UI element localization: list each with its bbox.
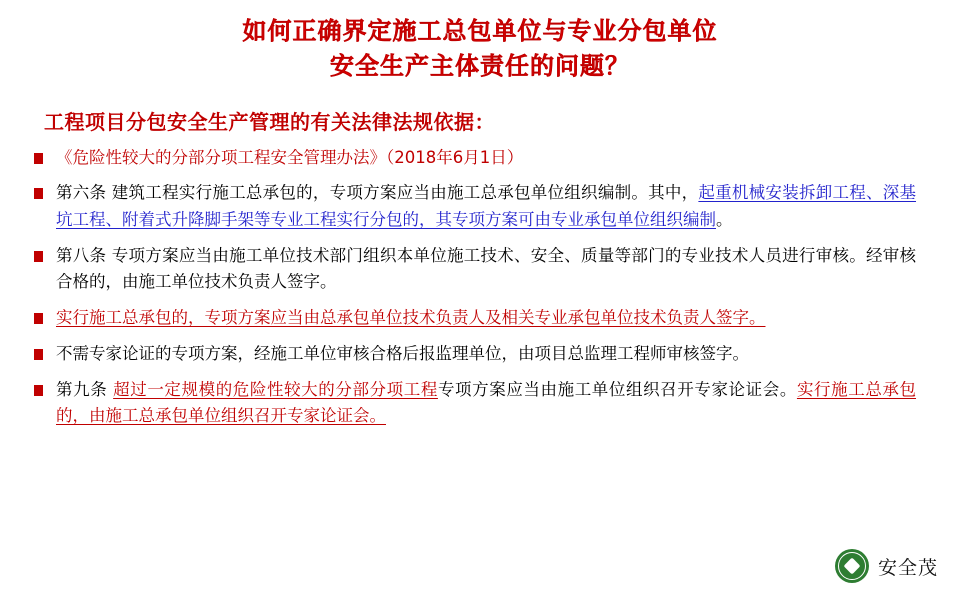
text-run: 。 [716, 210, 733, 230]
text-run: 第八条 专项方案应当由施工单位技术部门组织本单位施工技术、安全、质量等部门的专业技术人员进行审核。经审核合格的，由施工单位技术负责人签字。 [56, 245, 916, 292]
bullet-marker-icon [34, 349, 45, 360]
list-item [56, 145, 916, 172]
brand-name: 安全茂 [877, 556, 938, 579]
list-item [56, 377, 916, 430]
bullet-text [56, 243, 916, 296]
title-block [0, 0, 960, 84]
text-run: 第六条 建筑工程实行施工总承包的，专项方案应当由施工总承包单位组织编制。其中， [56, 183, 699, 203]
bullet-text [56, 377, 916, 430]
title-line-2: 安全生产主体责任的问题？ [330, 51, 630, 80]
bullet-marker-icon [34, 313, 45, 324]
bullet-text [56, 145, 916, 172]
bullet-list [0, 145, 960, 430]
bullet-text [56, 305, 916, 332]
title-line-1: 如何正确界定施工总包单位与专业分包单位 [242, 17, 718, 45]
text-run: 实行施工总承包的，专项方案应当由总承包单位技术负责人及相关专业承包单位技术负责人签字。 [56, 308, 766, 328]
bullet-text [56, 180, 916, 233]
list-item [56, 180, 916, 233]
bullet-marker-icon [34, 153, 45, 164]
list-item [56, 243, 916, 296]
section-subheading: 工程项目分包安全生产管理的有关法律法规依据： [44, 109, 495, 134]
bullet-marker-icon [34, 188, 45, 199]
shield-green-icon [835, 549, 869, 583]
list-item [56, 341, 916, 368]
list-item [56, 305, 916, 332]
footer-brand-badge [835, 549, 938, 583]
bullet-marker-icon [34, 385, 45, 396]
bullet-text [56, 341, 916, 368]
text-run: 不需专家论证的专项方案，经施工单位审核合格后报监理单位，由项目总监理工程师审核签字。 [56, 343, 749, 363]
text-run: 实行施工总承包的，由施工总承包单位组织召开专家论证会。 [56, 379, 917, 426]
bullet-marker-icon [34, 251, 45, 262]
text-run: 第九条 [56, 379, 114, 399]
text-run: 《危险性较大的分部分项工程安全管理办法》（2018年6月1日） [56, 147, 524, 167]
text-run: 超过一定规模的危险性较大的分部分项工程 [113, 379, 438, 399]
text-run: 起重机械安装拆卸工程、深基坑工程、附着式升降脚手架等专业工程实行分包的，其专项方案可由专业承包单位组织编制 [56, 183, 917, 230]
text-run: 专项方案应当由施工单位组织召开专家论证会。 [437, 379, 797, 399]
